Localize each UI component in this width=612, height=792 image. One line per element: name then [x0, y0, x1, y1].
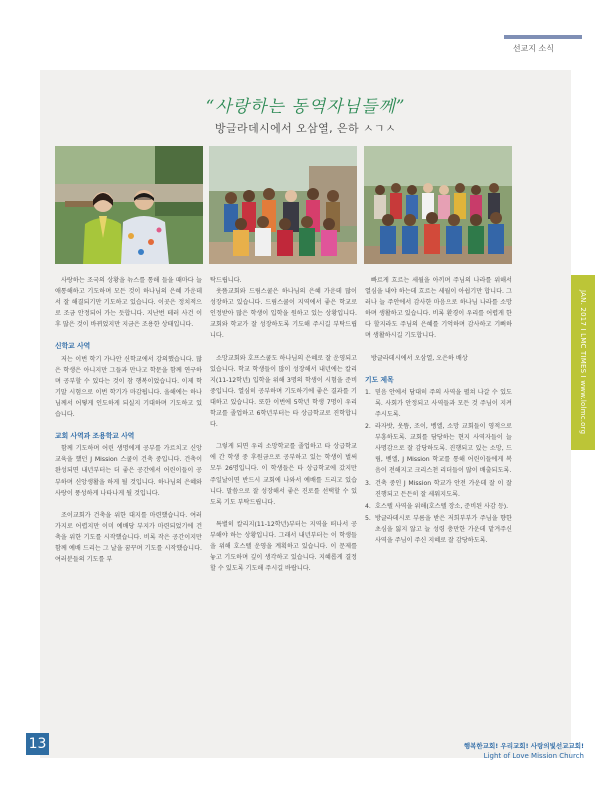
- article-column-2: [210, 275, 357, 585]
- article-column-3: [365, 275, 512, 547]
- intro-paragraph: 사랑하는 조국의 상황을 뉴스를 통해 들을 때마다 늘 애통해하고 기도하며 모든 것이 하나님의 은혜 가운데서 잘 해결되기만 기도하고 있습니다. 이곳은 정치적으로 조금 안정되어 가는 듯합니다. 지난번 테러 사건 이후 많은 것이 바뀌었지만 지금은 조용한 상태입니다.: [55, 277, 202, 329]
- prayer-item-number: 3.: [365, 479, 371, 487]
- prayer-item-text: 건축 중인 J Mission 학교가 안전 가운데 잘 이 잘 진행되고 든든히 잘 세워지도록.: [375, 479, 512, 498]
- prayer-item-number: 1.: [365, 388, 371, 396]
- page-number: 13: [26, 733, 49, 755]
- section-label: 선교지 소식: [512, 44, 554, 53]
- prayer-item-text: 믿음 안에서 담대히 주의 사역을 펼쳐 나갈 수 있도록. 사회가 안정되고 사역들과 모든 것 주님이 지켜주시도록.: [375, 388, 512, 418]
- missionary-couple-photo: [55, 146, 203, 264]
- children-group-photo: [364, 146, 512, 264]
- prayer-item: [365, 478, 512, 500]
- graduates-paragraph: 그렇게 되면 우리 소망학교를 졸업하고 타 상급학교에 간 학생 중 후원금으로 공부하고 있는 학생이 벌써 모두 26명입니다. 이 학생들은 타 상급학교에 갔지만 주일날이면 반드시 교회에 나와서 예배를 드리고 있습니다. 말씀으로 잘 성장해서 좋은 진로를 선택할 수 있도록 기도 부탁드립니다.: [210, 443, 357, 506]
- signature-line: 방글라데시에서 오삼열, 오은하 배상: [371, 354, 468, 362]
- prayer-list: [365, 387, 512, 546]
- article-title: “사랑하는 동역자님들께”: [205, 97, 406, 117]
- side-tab-text: JAN. 2017 I LMC TIMES I www.lolmc.org: [579, 290, 587, 435]
- prayer-item-number: 2.: [365, 423, 371, 431]
- heading-seminary-ministry: 신학교 사역: [55, 342, 91, 351]
- prayer-item: [365, 501, 512, 512]
- school-group-photo: [209, 146, 357, 264]
- prayer-item: [365, 387, 512, 420]
- utteum-paragraph: 웃뜸교회와 드림스쿨은 하나님의 은혜 가운데 많이 성장하고 있습니다. 드림스쿨이 지역에서 좋은 학교로 인정받아 많은 학생이 입학을 원하고 있는 상황입니다. 교회와 학교가 잘 성장하도록 기도해 주시길 부탁드립니다.: [210, 288, 357, 340]
- hope-school-paragraph: 소망교회와 호프스쿨도 하나님의 은혜로 잘 운영되고 있습니다. 학교 학생들이 많이 성장해서 내년에는 칼리지(11-12학년) 입학을 위해 3명의 학생이 시험을 준비 중입니다. 열심히 공부하며 기도하기에 좋은 결과를 기대하고 있습니다. 또한 이번에 5학년 학생 7명이 우리 학교를 졸업하고 6학년부터는 타 상급학교로 진학합니다.: [210, 354, 357, 429]
- prayer-item: [365, 513, 512, 546]
- joy-church-paragraph: 조이교회가 건축을 위한 대지를 마련했습니다. 여러 가지로 어렵지만 이미 예배당 부지가 마련되었기에 건축을 위한 기도를 시작했습니다. 비록 작은 공간이지만 함께 예배 드리는 그 날을 꿈꾸며 기도를 시작했습니다. 여러분들의 기도를 부: [55, 511, 202, 564]
- prayer-item-text: 호스텔 사역을 위해(호스텔 장소, 준비된 사감 등).: [375, 502, 509, 510]
- continuation-text: 탁드립니다.: [210, 277, 242, 284]
- church-school-paragraph: 함께 기도하며 어린 생명에게 공부를 가르치고 신앙교육을 했던 J Mission 스쿨이 건축 중입니다. 건축이 완성되면 내년부터는 더 좋은 공간에서 어린이들이 공부하며 신앙생활을 하게 될 것입니다. 하나님의 은혜와 사랑이 풍성하게 나타나게 될 것입니다.: [55, 445, 202, 497]
- article-subtitle: 방글라데시에서 오삼열, 은하 ㅅㄱㅅ: [215, 122, 396, 135]
- heading-church-school-ministry: 교회 사역과 조용학교 사역: [55, 432, 135, 441]
- footer-church-name: Light of Love Mission Church: [483, 752, 584, 760]
- prayer-item-text: 라자밧, 웃뜸, 조이, 벵엘, 소망 교회들이 영적으로 부흥하도록. 교회를 담당하는 현지 사역자들이 늘 사명감으로 잘 감당하도록. 진행되고 있는 소망, 드림, 벧엘, J Mission 학교를 통해 어린이들에게 복음이 전해지고 크리스천 리더들이 많이 배출되도록.: [375, 423, 512, 475]
- prayer-item-number: 5.: [365, 514, 371, 522]
- hostel-paragraph: 특별히 칼리지(11-12학년)부터는 지역을 떠나서 공부해야 하는 상황입니다. 그래서 내년부터는 이 학생들을 위해 호스텔 운영을 계획하고 있습니다. 이 문제를 놓고 기도하며 깊이 생각하고 있습니다. 지혜롭게 결정할 수 있도록 기도해 주시길 바랍니다.: [210, 520, 357, 573]
- closing-paragraph: 빠르게 흐르는 세월을 아끼며 주님의 나라를 위해서 열심을 내야 하는데 흐르는 세월이 아쉽기만 합니다. 그러나 늘 주안에서 감사한 마음으로 하나님 나라를 소망하며 생활하고 있습니다. 비록 환경이 우리를 어렵게 한다 할지라도 주님의 은혜를 기억하며 감사하고 기뻐하며 생활하시길 기도합니다.: [365, 277, 512, 340]
- prayer-item: [365, 421, 512, 476]
- prayer-item-number: 4.: [365, 502, 371, 510]
- side-tab: [571, 275, 595, 450]
- footer-slogan: 행복한교회! 우리교회! 사랑의빛선교교회!: [463, 742, 584, 750]
- article-column-1: [55, 275, 202, 576]
- heading-prayer-requests: 기도 제목: [365, 375, 394, 384]
- header-rule: [504, 35, 582, 39]
- prayer-item-text: 방글라데시로 부름을 받은 저희부부가 주님을 향한 초심을 잃지 않고 늘 성령 충만한 가운데 맡겨주신 사역을 주님이 주신 지혜로 잘 감당하도록.: [375, 514, 512, 544]
- seminary-paragraph: 저는 이번 학기 가나안 신학교에서 강의했습니다. 많은 학생은 아니지만 그들과 만나고 학문을 함께 연구하며 공부할 수 있다는 것이 참 행복이었습니다. 이제 학기말 시험으로 이번 학기가 마감됩니다. 올해에는 하나님께서 어떻게 인도하게 되실지 기대하며 기도하고 있습니다.: [55, 355, 202, 419]
